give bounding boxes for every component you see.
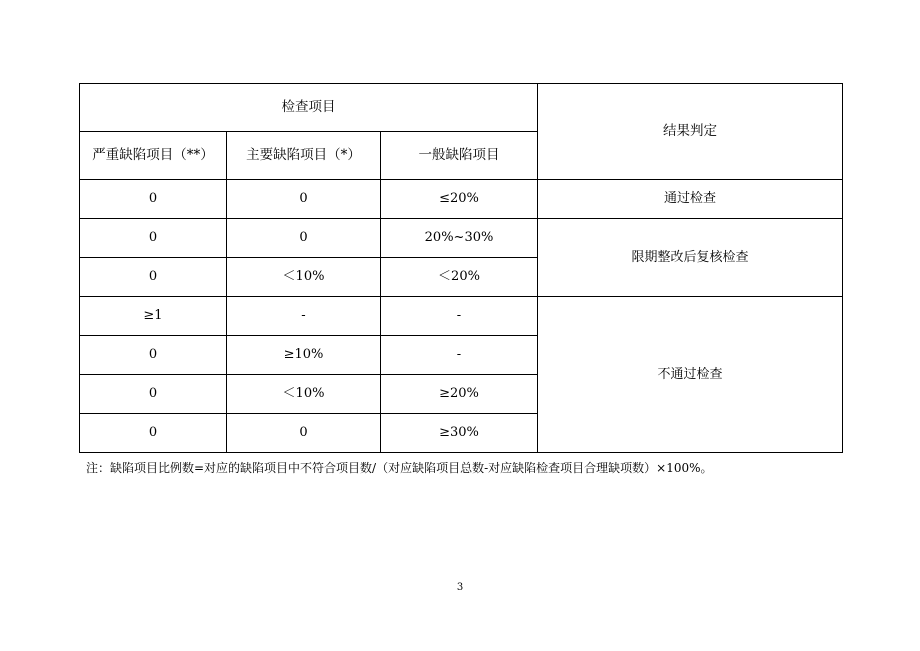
- general-cell: ≤20%: [381, 180, 538, 219]
- result-cell: 不通过检查: [538, 297, 843, 453]
- major-cell: 0: [227, 414, 381, 453]
- serious-cell: 0: [80, 258, 227, 297]
- inspection-criteria-table: [79, 83, 843, 453]
- general-cell: 20%~30%: [381, 219, 538, 258]
- result-cell: 限期整改后复核检查: [538, 219, 843, 297]
- major-cell: ＜10%: [227, 258, 381, 297]
- general-defect-header: 一般缺陷项目: [381, 132, 538, 180]
- table-row: [80, 297, 843, 336]
- major-defect-header: 主要缺陷项目（*）: [227, 132, 381, 180]
- table-row: [80, 219, 843, 258]
- table-footnote: 注：缺陷项目比例数=对应的缺陷项目中不符合项目数/（对应缺陷项目总数-对应缺陷检查项目合理缺项数）×100%。: [86, 461, 713, 475]
- serious-defect-header: 严重缺陷项目（**）: [80, 132, 227, 180]
- general-cell: ＜20%: [381, 258, 538, 297]
- general-cell: -: [381, 297, 538, 336]
- major-cell: ＜10%: [227, 375, 381, 414]
- general-cell: ≥20%: [381, 375, 538, 414]
- page-number: 3: [456, 582, 464, 593]
- serious-cell: 0: [80, 414, 227, 453]
- major-cell: 0: [227, 219, 381, 258]
- serious-cell: 0: [80, 219, 227, 258]
- result-header: 结果判定: [538, 84, 843, 180]
- general-cell: ≥30%: [381, 414, 538, 453]
- serious-cell: 0: [80, 375, 227, 414]
- serious-cell: 0: [80, 336, 227, 375]
- major-cell: ≥10%: [227, 336, 381, 375]
- table-row: [80, 180, 843, 219]
- serious-cell: 0: [80, 180, 227, 219]
- result-cell: 通过检查: [538, 180, 843, 219]
- general-cell: -: [381, 336, 538, 375]
- major-cell: -: [227, 297, 381, 336]
- major-cell: 0: [227, 180, 381, 219]
- serious-cell: ≥1: [80, 297, 227, 336]
- check-items-header: 检查项目: [80, 84, 538, 132]
